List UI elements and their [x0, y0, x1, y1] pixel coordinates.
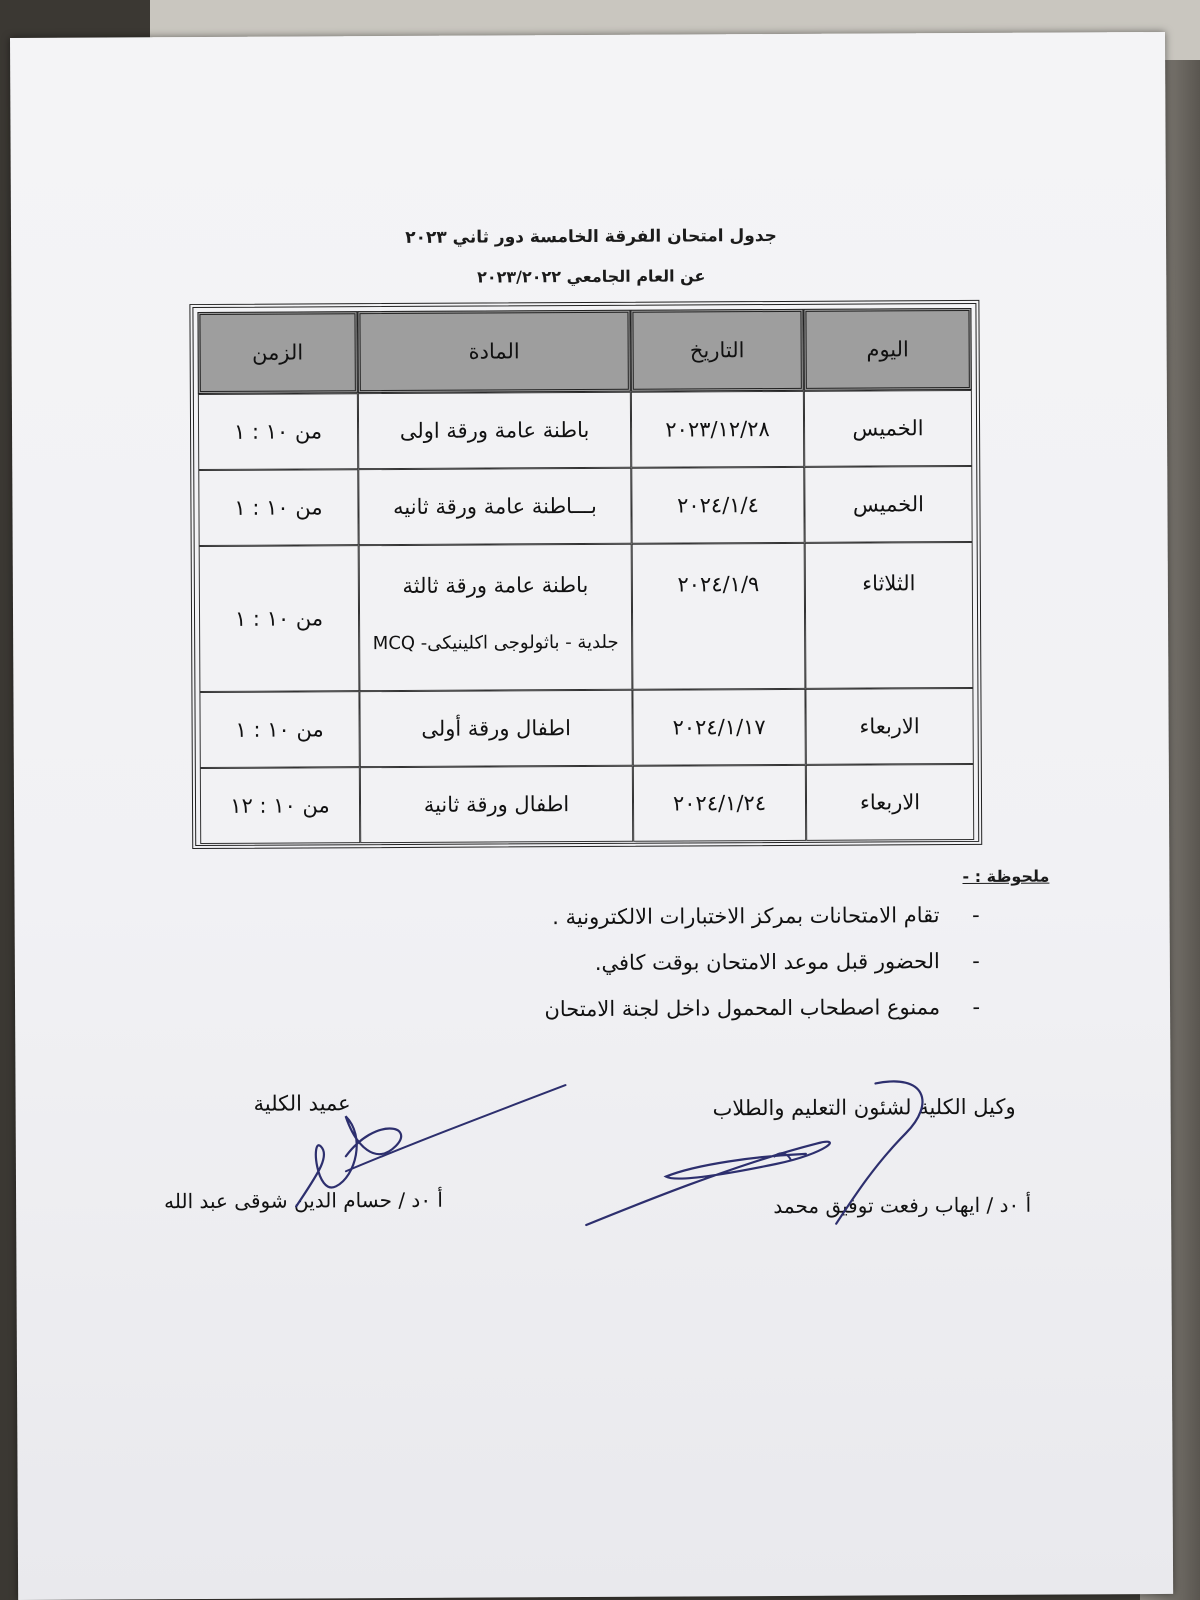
cell-day: الخميس — [804, 466, 972, 543]
cell-subject — [359, 544, 633, 691]
cell-time: من ١٠ : ١ — [198, 393, 358, 470]
note-item — [595, 949, 980, 975]
dean-title: عميد الكلية — [253, 1091, 351, 1116]
table-row — [198, 466, 972, 546]
cell-time: من ١٠ : ١ — [199, 691, 359, 768]
table-row — [200, 764, 974, 844]
bullet-dash: - — [971, 902, 980, 927]
cell-date: ٢٠٢٤/١/١٧ — [632, 689, 805, 766]
notes-title: ملحوظة : - — [962, 866, 1050, 887]
cell-subject: بـــاطنة عامة ورقة ثانيه — [358, 468, 631, 545]
cell-subject-line2: جلدية - باثولوجى اكلينيكى- MCQ — [372, 632, 619, 655]
document-page — [10, 32, 1173, 1600]
cell-date: ٢٠٢٤/١/٤ — [631, 467, 804, 544]
vice-dean-name: أ ٠د / ايهاب رفعت توفيق محمد — [773, 1192, 1032, 1219]
note-text: الحضور قبل موعد الامتحان بوقت كافي. — [594, 949, 940, 975]
cell-time: من ١٠ : ١٢ — [200, 767, 360, 844]
cell-subject: اطفال ورقة أولى — [359, 690, 632, 767]
header-date: التاريخ — [630, 309, 803, 392]
cell-subject-line1: باطنة عامة ورقة ثالثة — [402, 572, 589, 598]
document-subtitle: عن العام الجامعي ٢٠٢٣/٢٠٢٢ — [476, 266, 706, 287]
document-title: جدول امتحان الفرقة الخامسة دور ثاني ٢٠٢٣ — [405, 225, 777, 248]
cell-subject: باطنة عامة ورقة اولى — [358, 392, 631, 469]
header-subject: المادة — [357, 310, 630, 393]
table-header-row — [197, 308, 971, 394]
table-row — [199, 688, 973, 768]
vice-dean-title: وكيل الكلية لشئون التعليم والطلاب — [712, 1094, 1016, 1121]
cell-day: الخميس — [804, 390, 972, 467]
dean-name: أ ٠د / حسام الدين شوقى عبد الله — [164, 1187, 444, 1214]
dean-signature — [285, 1075, 576, 1217]
exam-schedule-table-frame — [189, 300, 982, 849]
header-time: الزمن — [197, 311, 357, 394]
cell-subject: اطفال ورقة ثانية — [360, 766, 633, 843]
vice-dean-signature — [575, 1063, 956, 1235]
cell-day: الاربعاء — [806, 764, 974, 841]
table-row — [198, 390, 972, 470]
bullet-dash: - — [972, 948, 980, 973]
note-item — [552, 903, 979, 929]
exam-schedule-table — [197, 308, 974, 844]
cell-time: من ١٠ : ١ — [199, 545, 360, 692]
note-text: ممنوع اصطحاب المحمول داخل لجنة الامتحان — [544, 995, 941, 1022]
cell-time: من ١٠ : ١ — [198, 469, 358, 546]
cell-date: ٢٠٢٣/١٢/٢٨ — [631, 391, 804, 468]
header-day: اليوم — [803, 308, 971, 391]
cell-date: ٢٠٢٤/١/٩ — [632, 543, 806, 690]
cell-day: الثلاثاء — [805, 542, 974, 689]
note-text: تقام الامتحانات بمركز الاختبارات الالكترونية . — [552, 903, 940, 930]
note-item — [544, 995, 980, 1021]
cell-date: ٢٠٢٤/١/٢٤ — [633, 765, 806, 842]
cell-day: الاربعاء — [805, 688, 973, 765]
table-row — [199, 542, 974, 692]
bullet-dash: - — [972, 994, 981, 1019]
